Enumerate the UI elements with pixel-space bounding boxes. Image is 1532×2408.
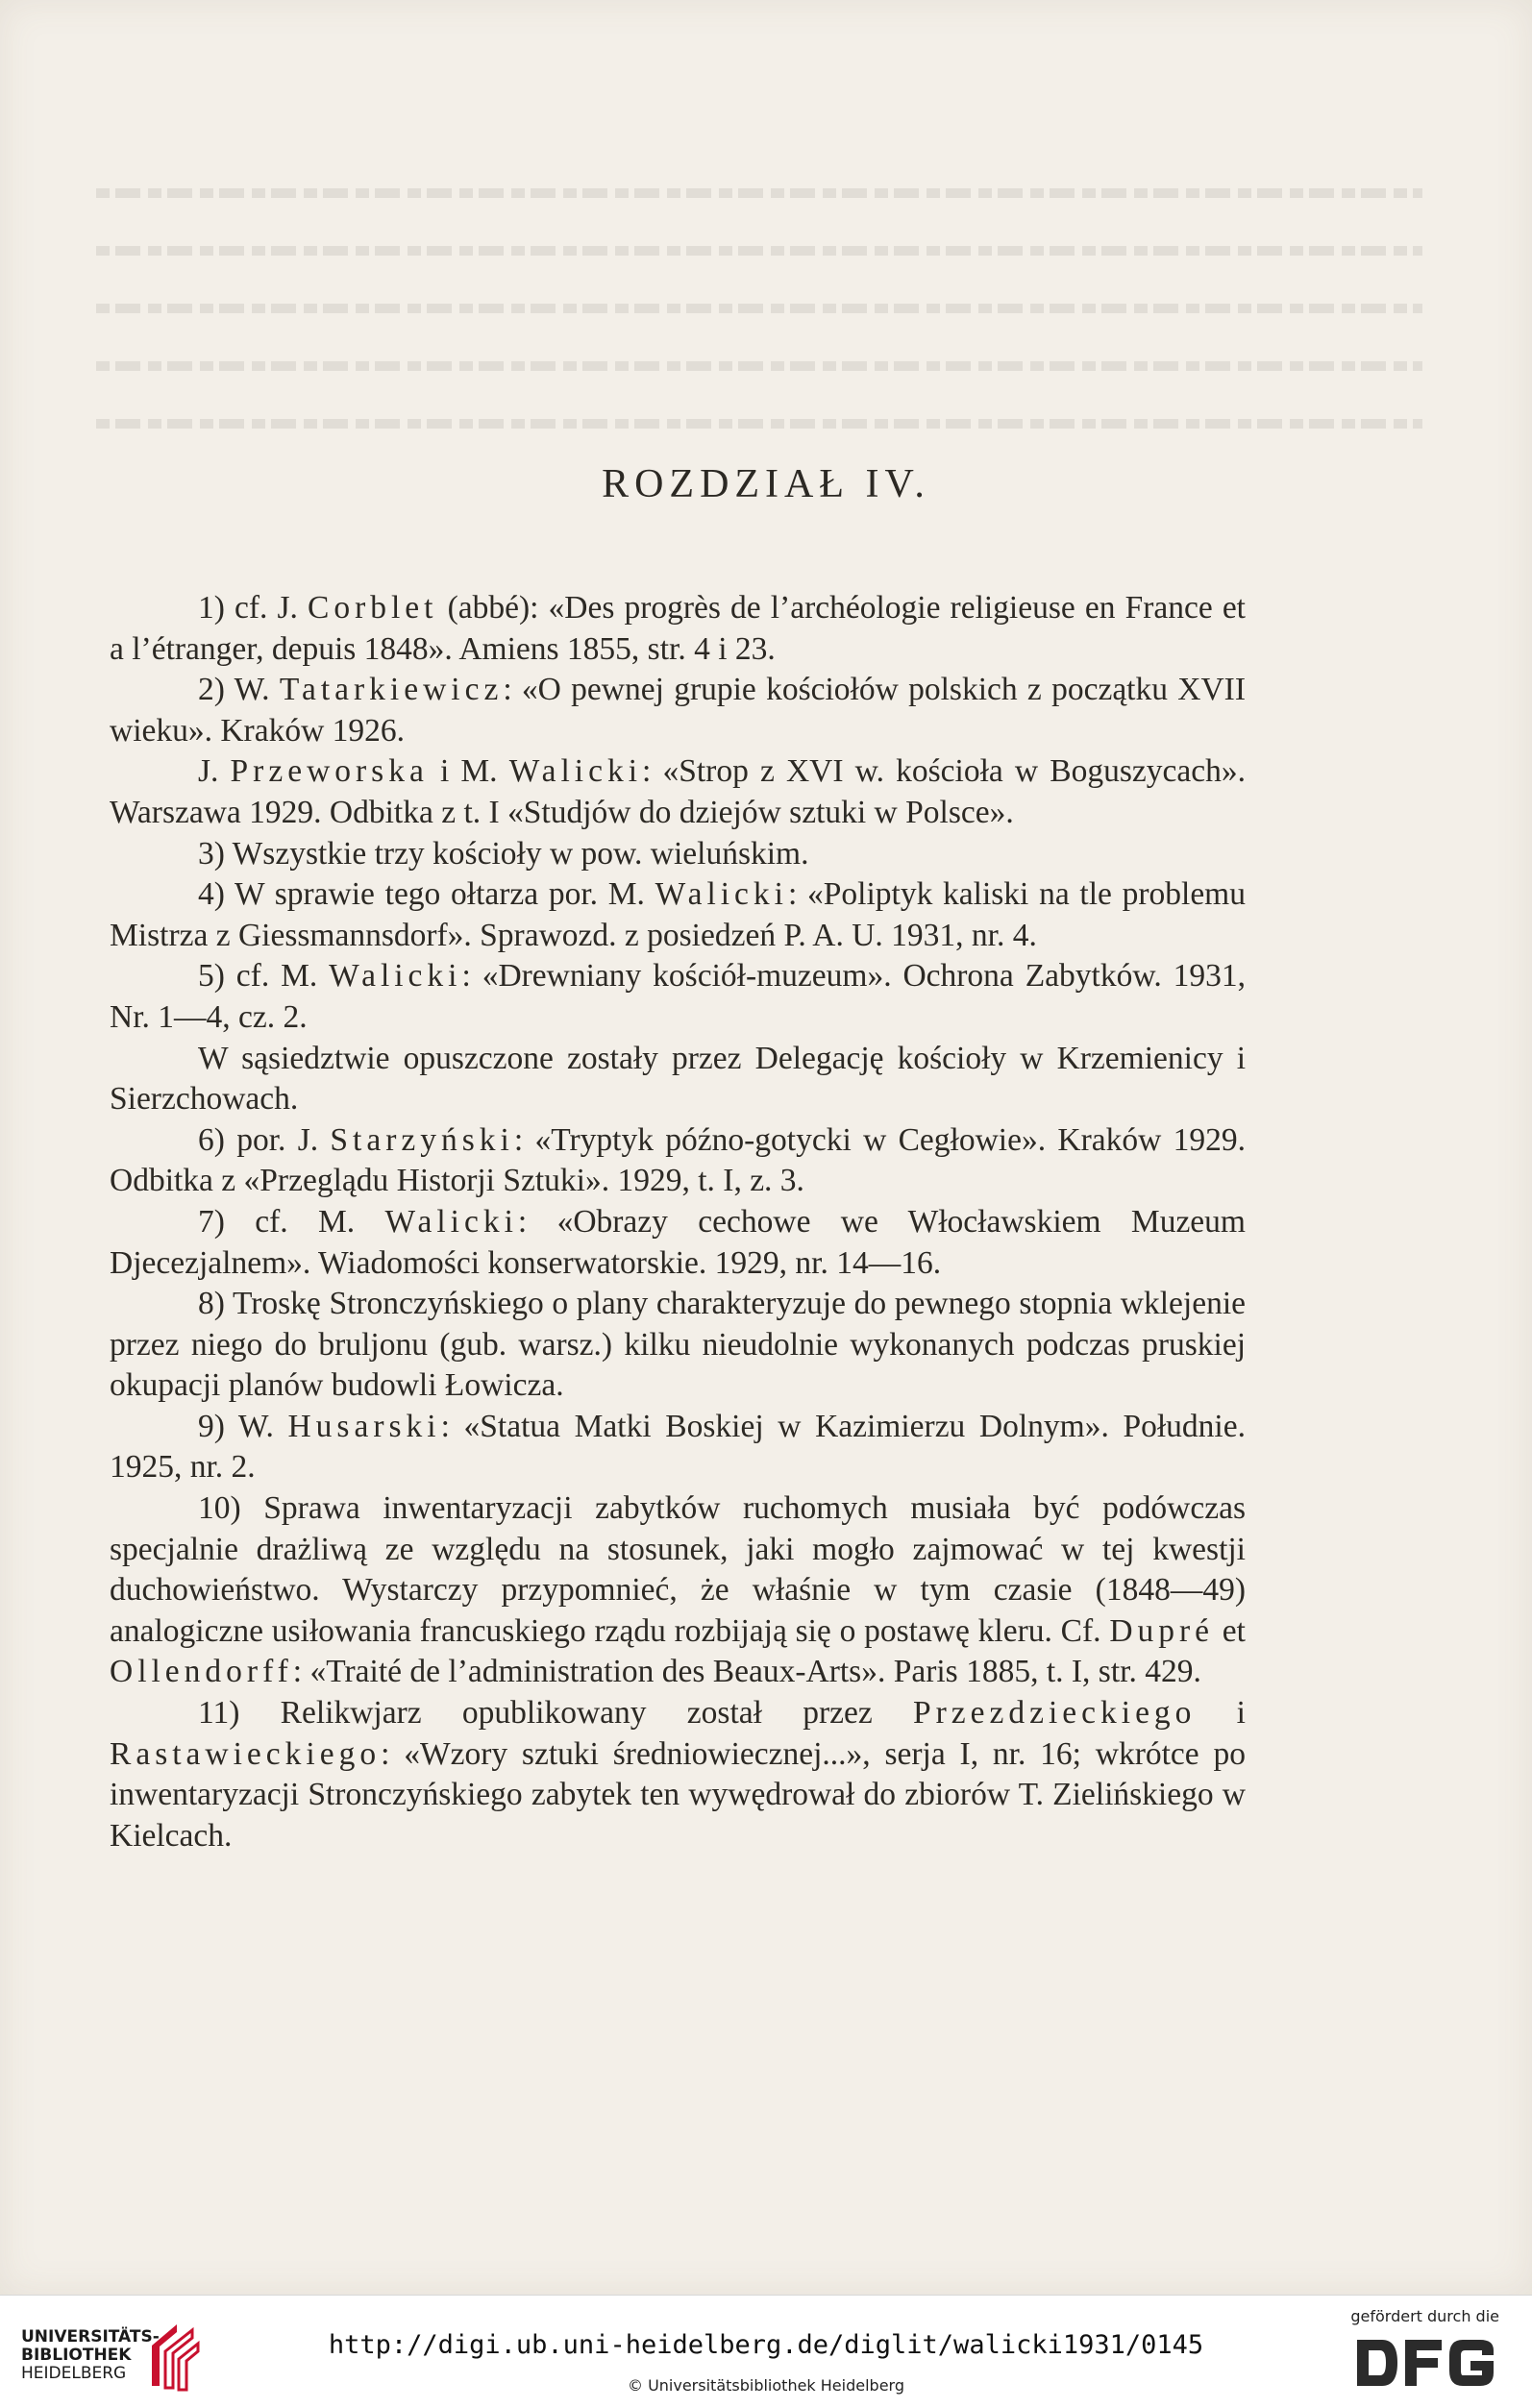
footnote: [110, 1120, 1246, 1202]
footnote-text: : «Poliptyk kaliski na tle problemu Mistrza z Giessmannsdorf». Sprawozd. z posiedzeń P. A. U. 1931, nr. 4.: [110, 876, 1246, 953]
library-line-1: UNIVERSITÄTS-: [21, 2327, 160, 2347]
footnote-text: 8) Troskę Stronczyńskiego o plany charakteryzuje do pewnego stopnia wklejenie przez niego do bruljonu (gub. warsz.) kilku nieudolnie wykonanych podczas pruskiej okupacji planów budowli Łowicza.: [110, 1286, 1246, 1404]
viewer-footer: [0, 2295, 1532, 2408]
author-name: Walicki: [384, 1203, 518, 1240]
footnote: [110, 1488, 1246, 1693]
author-name: Walicki: [329, 958, 462, 995]
author-name: Dupré: [1109, 1612, 1215, 1649]
footnote: [110, 834, 1246, 875]
footnote-text: 4) W sprawie tego ołtarza por. M.: [198, 876, 655, 913]
footnote: [110, 1284, 1246, 1407]
author-name: Walicki: [655, 876, 788, 913]
show-through-text: [96, 173, 1422, 442]
footnote-text: 3) Wszystkie trzy kościoły w pow. wieluńskim.: [198, 835, 809, 872]
footnote-text: : «Obrazy cechowe we Włocławskiem Muzeum Djecezjalnem». Wiadomości konserwatorskie. 1929, nr. 14—16.: [110, 1203, 1246, 1281]
footnote-text: : «Statua Matki Boskiej w Kazimierzu Dolnym». Południe. 1925, nr. 2.: [110, 1408, 1246, 1486]
footnote: [110, 588, 1246, 670]
footnote-text: et: [1214, 1612, 1246, 1649]
footnote: [110, 956, 1246, 1038]
footnote-text: 5) cf. M.: [198, 958, 330, 995]
footnote: [110, 1693, 1246, 1856]
footnote-text: 9) W.: [198, 1408, 288, 1444]
author-name: Husarski: [287, 1408, 441, 1444]
author-name: Starzyński: [330, 1121, 514, 1158]
footnote-text: 1) cf. J.: [198, 590, 308, 626]
author-name: Przezdzieckiego: [912, 1695, 1197, 1732]
footnote-text: J.: [198, 753, 231, 790]
footnote-text: : «O pewnej grupie kościołów polskich z początku XVII wieku». Kraków 1926.: [110, 672, 1246, 749]
funded-by-label: gefördert durch die: [1350, 2307, 1499, 2325]
author-name: Przeworska: [230, 753, 429, 790]
library-line-2: BIBLIOTHEK: [21, 2346, 132, 2365]
footnote: [110, 1039, 1246, 1120]
footnote-text: : «Tryptyk późno-gotycki w Cegłowie». Kraków 1929. Odbitka z «Przeglądu Historji Sztuki». 1929, t. I, z. 3.: [110, 1121, 1246, 1199]
footnote-text: i: [1196, 1695, 1246, 1732]
footnote: [110, 874, 1246, 956]
footnote-text: (abbé): «Des progrès de l’archéologie religieuse en France et a l’étranger, depuis 1848». Amiens 1855, str. 4 i 23.: [110, 590, 1246, 667]
footnote: [110, 670, 1246, 751]
footnote-text: W sąsiedztwie opuszczone zostały przez Delegację kościoły w Krzemienicy i Sierzchowach.: [110, 1040, 1246, 1118]
copyright-notice: © Universitätsbibliothek Heidelberg: [627, 2376, 904, 2395]
chapter-heading: ROZDZIAŁ IV.: [602, 462, 930, 506]
author-name: Walicki: [508, 753, 643, 790]
library-line-3: HEIDELBERG: [21, 2364, 127, 2383]
footnote-text: 11) Relikwjarz opublikowany został przez: [198, 1695, 913, 1732]
footnote-text: : «Wzory sztuki średniowiecznej...», serja I, nr. 16; wkrótce po inwentaryzacji Stronczyńskiego zabytek ten wywędrował do zbiorów T. Zielińskiego w Kielcach.: [110, 1735, 1246, 1854]
footnote-text: 2) W.: [198, 672, 280, 708]
author-name: Corblet: [308, 590, 438, 626]
footnote-text: 10) Sprawa inwentaryzacji zabytków ruchomych musiała być podówczas specjalnie drażliwą ze względu na stosunek, jaki mogło zajmować w tej kwestji duchowieństwo. Wystarczy przypomnieć, że właśnie w tym czasie (1848—49) analogiczne usiłowania francuskiego rządu rozbijają się o postawę kleru. Cf.: [110, 1490, 1246, 1649]
footnote-text: i M.: [428, 753, 509, 790]
footnote-text: 6) por. J.: [198, 1121, 331, 1158]
author-name: Ollendorff: [110, 1654, 293, 1690]
footnote: [110, 751, 1246, 833]
author-name: Tatarkiewicz: [279, 672, 504, 708]
author-name: Rastawieckiego: [110, 1735, 382, 1772]
permalink-url[interactable]: http://digi.ub.uni-heidelberg.de/diglit/walicki1931/0145: [328, 2330, 1204, 2360]
footnotes: [110, 588, 1246, 1856]
footnote-text: 7) cf. M.: [198, 1203, 385, 1240]
footnote-text: : «Traité de l’administration des Beaux-Arts». Paris 1885, t. I, str. 429.: [292, 1654, 1201, 1690]
footnote-text: : «Drewniany kościół-muzeum». Ochrona Zabytków. 1931, Nr. 1—4, cz. 2.: [110, 958, 1246, 1035]
footnote: [110, 1202, 1246, 1284]
dfg-logo-icon: [1353, 2334, 1497, 2392]
footnote: [110, 1407, 1246, 1488]
footnote-text: : «Strop z XVI w. kościoła w Boguszycach». Warszawa 1929. Odbitka z t. I «Studjów do dziejów sztuki w Polsce».: [110, 753, 1246, 830]
